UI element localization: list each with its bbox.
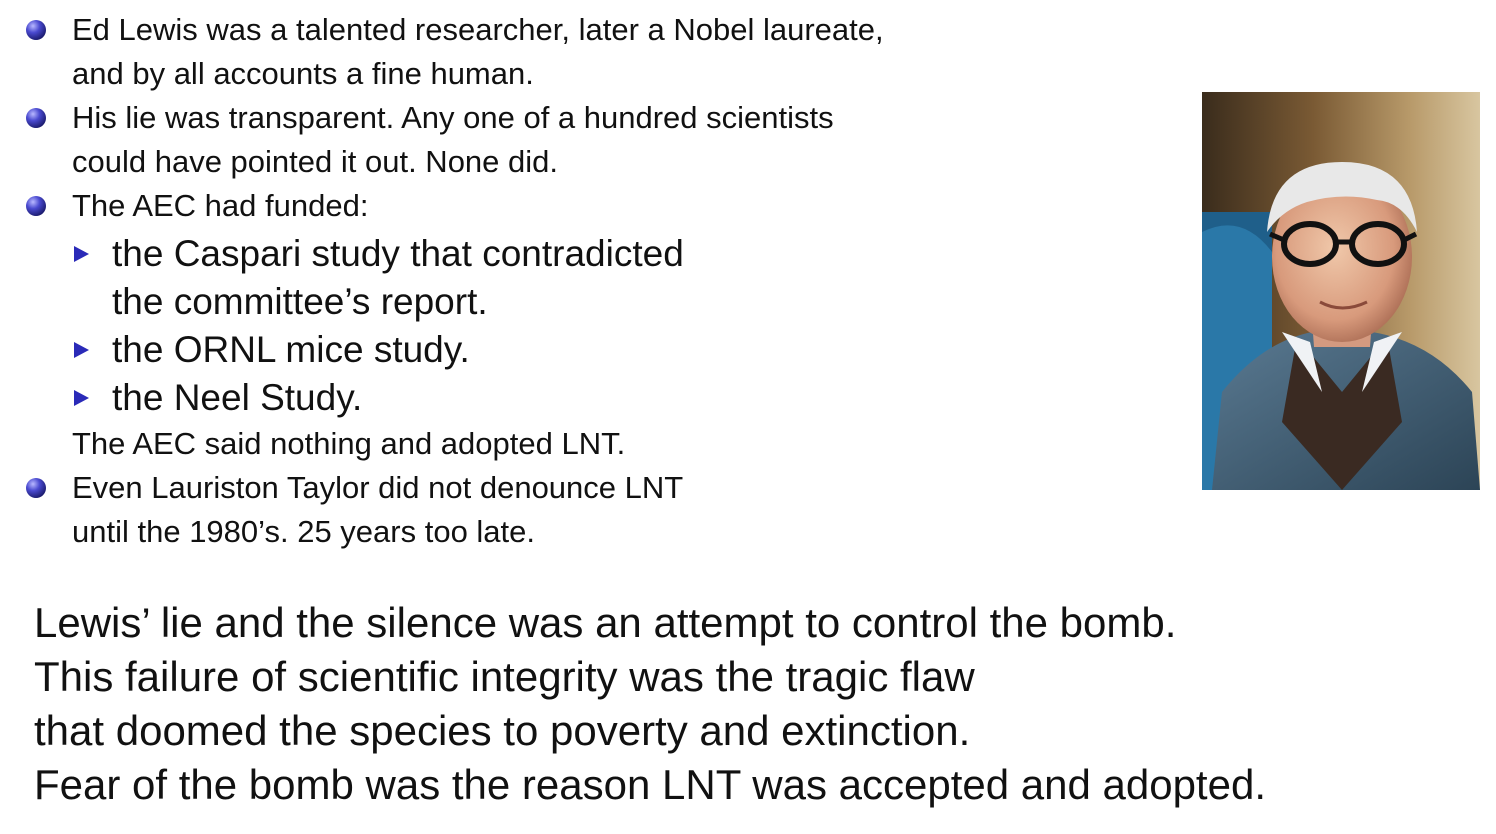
bullet-item: [26, 184, 1146, 466]
sub-item-text: the ORNL mice study.: [112, 329, 470, 370]
bullet-text: Ed Lewis was a talented researcher, later a Nobel laureate,: [72, 12, 884, 47]
sub-item: [26, 326, 1146, 374]
sub-item-text: the Caspari study that contradicted: [112, 233, 684, 274]
triangle-bullet-icon: [74, 390, 89, 406]
portrait-photo: [1202, 92, 1480, 490]
bullet-item: [26, 466, 1146, 554]
sub-item-text: the committee’s report.: [112, 281, 488, 322]
sub-item: [26, 374, 1146, 422]
bullet-text: until the 1980’s. 25 years too late.: [72, 514, 536, 549]
triangle-bullet-icon: [74, 342, 89, 358]
conclusion-line: This failure of scientific integrity was the tragic flaw: [34, 653, 975, 700]
sub-list: [26, 230, 1146, 422]
conclusion-line: Fear of the bomb was the reason LNT was accepted and adopted.: [34, 761, 1266, 808]
bullet-dot-icon: [26, 108, 46, 128]
bullet-item: [26, 8, 1146, 96]
bullet-dot-icon: [26, 196, 46, 216]
bullet-text: The AEC had funded:: [72, 188, 369, 223]
conclusion-text: [34, 596, 1474, 812]
sub-item: [26, 230, 1146, 326]
bullet-text: and by all accounts a fine human.: [72, 56, 534, 91]
bullet-text: could have pointed it out. None did.: [72, 144, 559, 179]
sub-item-text: the Neel Study.: [112, 377, 363, 418]
bullet-dot-icon: [26, 478, 46, 498]
bullet-dot-icon: [26, 20, 46, 40]
bullet-text: Even Lauriston Taylor did not denounce LNT: [72, 470, 684, 505]
bullet-list: [26, 8, 1146, 554]
bullet-item: [26, 96, 1146, 184]
conclusion-line: that doomed the species to poverty and extinction.: [34, 707, 971, 754]
conclusion-line: Lewis’ lie and the silence was an attempt to control the bomb.: [34, 599, 1177, 646]
triangle-bullet-icon: [74, 246, 89, 262]
bullet-followup-text: The AEC said nothing and adopted LNT.: [72, 426, 626, 461]
bullet-text: His lie was transparent. Any one of a hundred scientists: [72, 100, 834, 135]
